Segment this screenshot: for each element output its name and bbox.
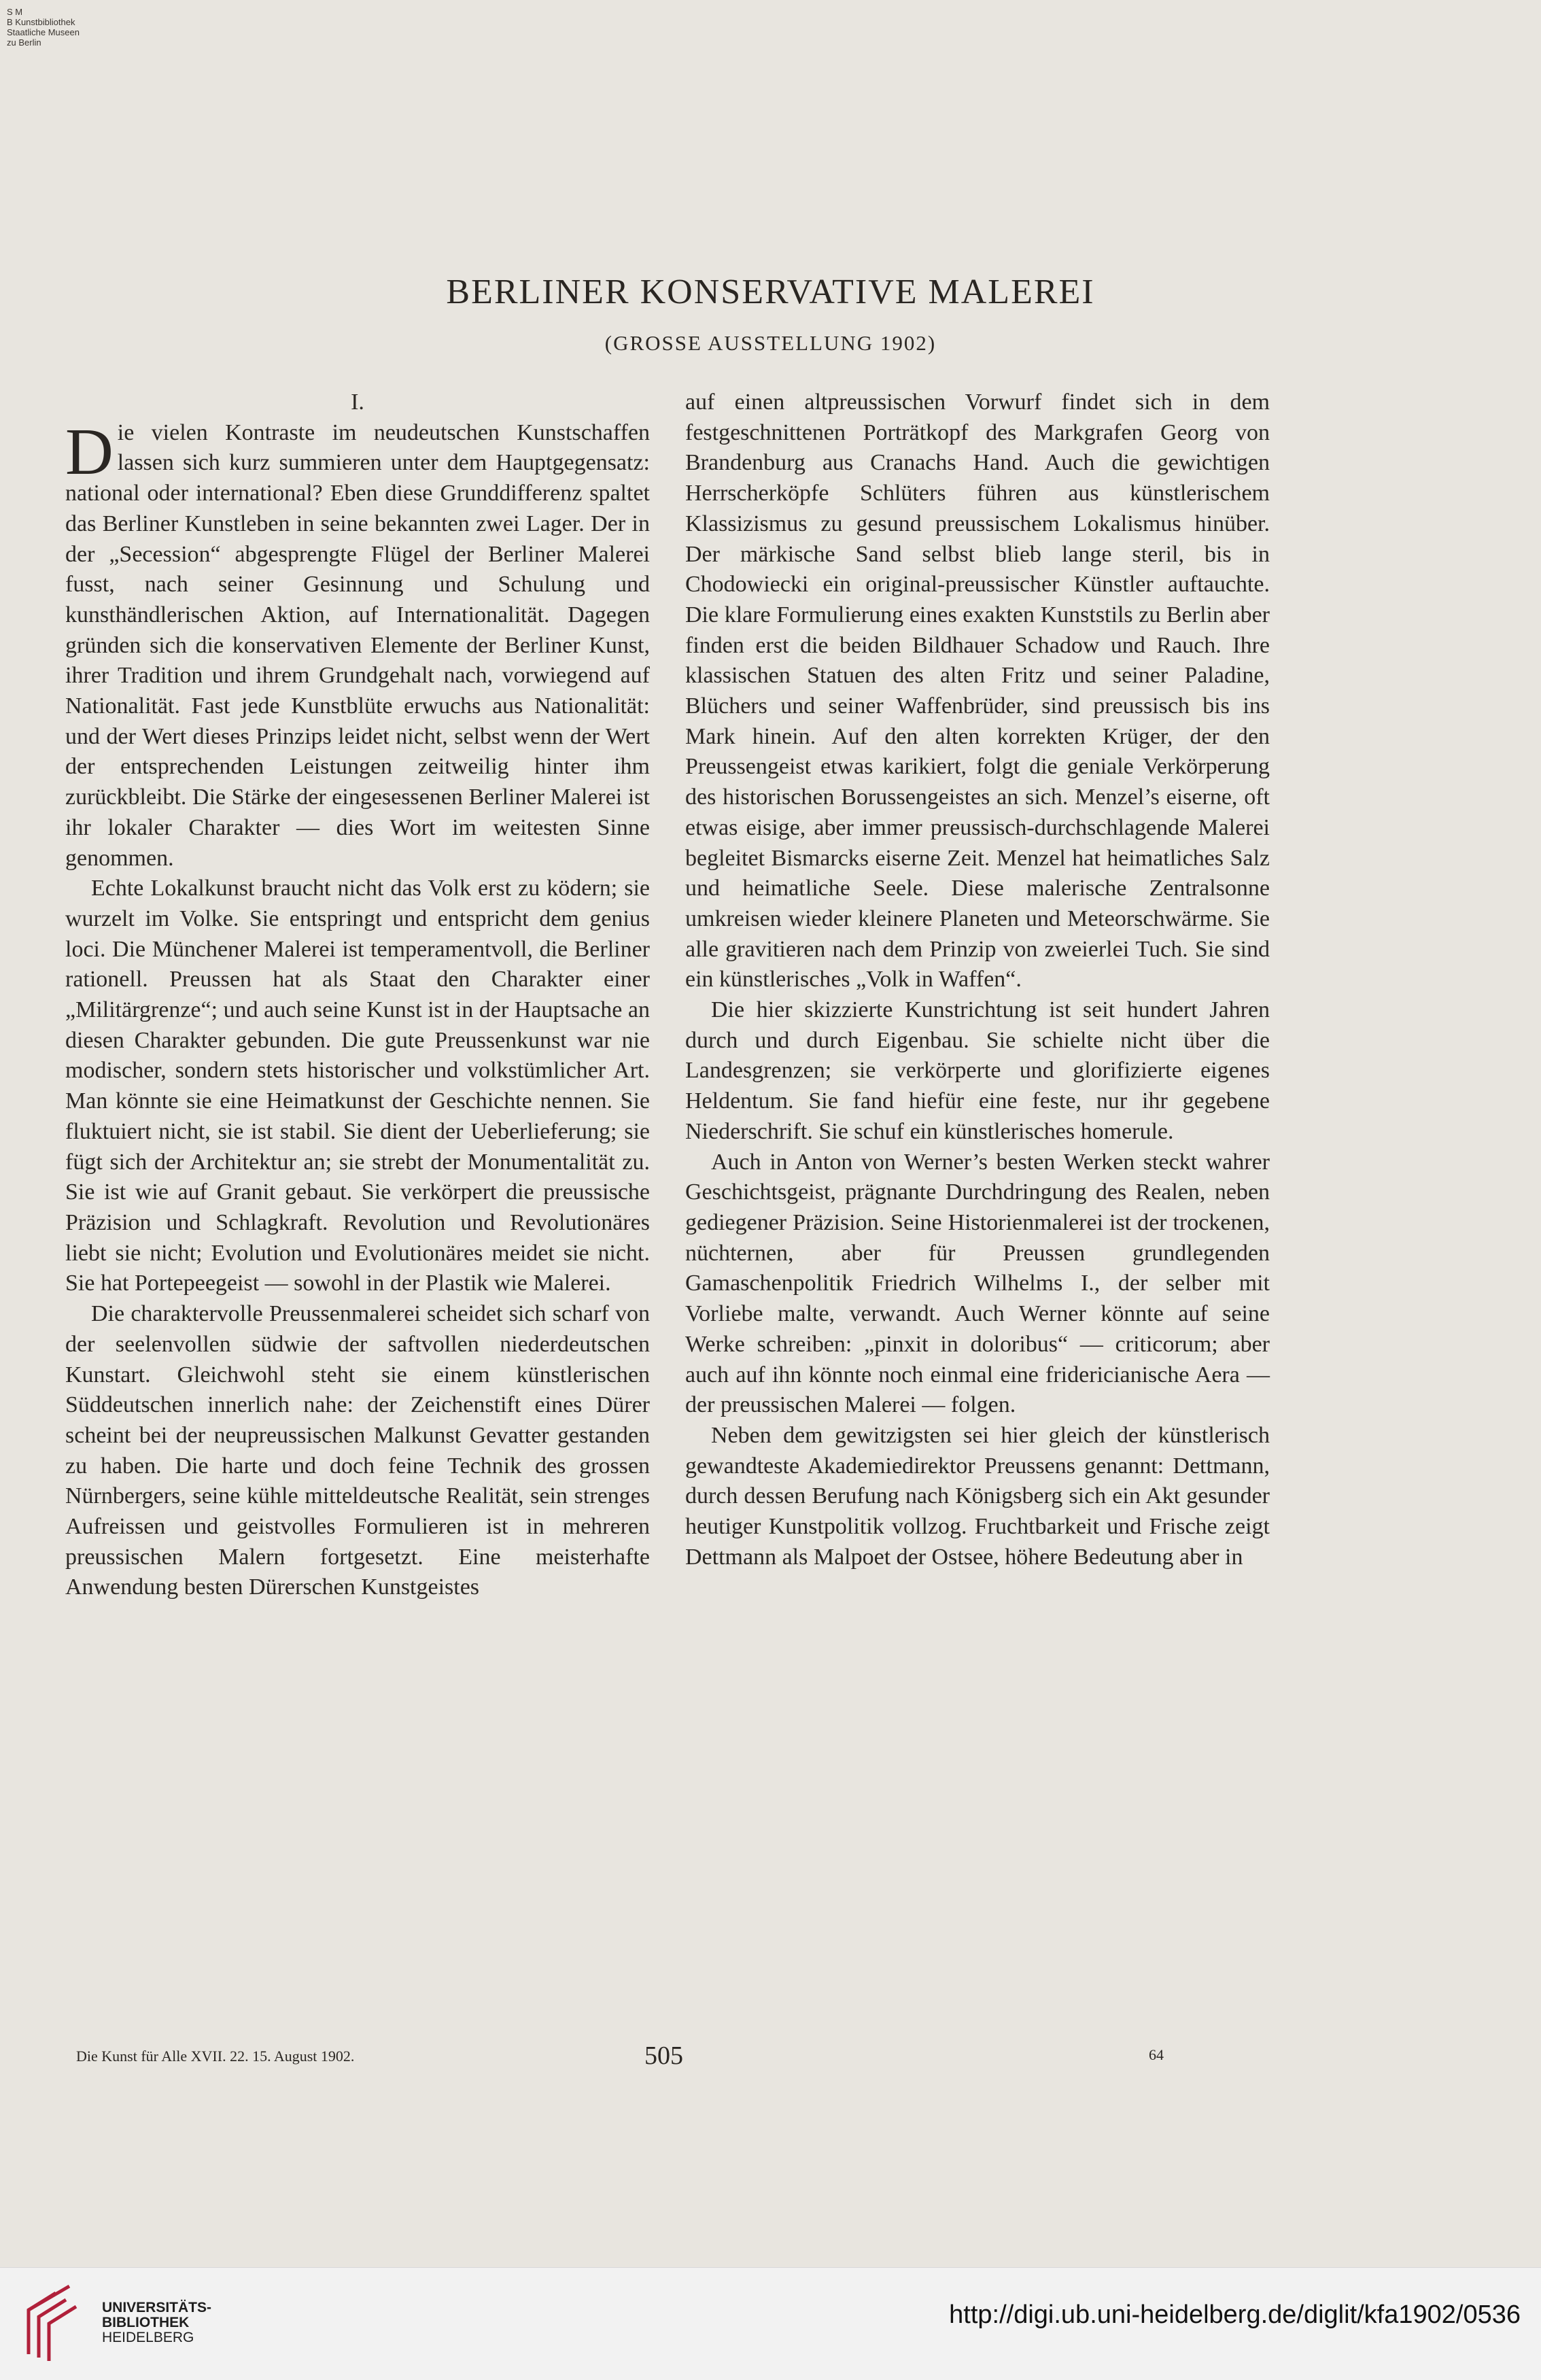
paragraph-text: ie vielen Kontraste im neudeutschen Kunstschaffen lassen sich kurz summieren unter dem Hauptgegensatz: national oder international? Eben diese Grunddifferenz spaltet das Berliner Kunstleben in seine bekannten zwei Lager. Der in der „Secession“ abgesprengte Flügel der Berliner Malerei fusst, nach seiner Gesinnung und Schulung und kunsthändlerischen Aktion, auf Internationalität. Dagegen gründen sich die konservativen Elemente der Berliner Kunst, ihrer Tradition und ihrem Grundgehalt nach, vorwiegend auf Nationalität. Fast jede Kunstblüte erwuchs aus Nationalität: und der Wert dieses Prinzips leidet nicht, selbst wenn der Wert der entsprechenden Leistungen zeitweilig hinter ihm zurückbleibt. Die Stärke der eingesessenen Berliner Malerei ist ihr lokaler Charakter — dies Wort im weitesten Sinne genommen. <box>65 419 650 871</box>
paragraph: Echte Lokalkunst braucht nicht das Volk erst zu ködern; sie wurzelt im Volke. Sie entspringt und entspricht dem genius loci. Die Münchener Malerei ist temperamentvoll, die Berliner rationell. Preussen hat als Staat den Charakter einer „Militärgrenze“; und auch seine Kunst ist in der Hauptsache an diesen Charakter gebunden. Die gute Preussenkunst war nie modischer, sondern stets historischer und volkstümlicher Art. Man könnte sie eine Heimatkunst der Geschichte nennen. Sie fluktuiert nicht, sie ist stabil. Sie dient der Ueberlieferung; sie fügt sich der Architektur an; sie strebt der Monumentalität zu. Sie ist wie auf Granit gebaut. Sie verkörpert die preussische Präzision und Schlagkraft. Revolution und Revolutionäres liebt sie nicht; Evolution und Evolutionäres meidet sie nicht. Sie hat Portepeegeist — sowohl in der Plastik wie Malerei. <box>65 876 650 1296</box>
paragraph: Die charaktervolle Preussenmalerei scheidet sich scharf von der seelenvollen südwie der saftvollen niederdeutschen Kunstart. Gleichwohl steht sie einem künstlerischen Süddeutschen innerlich nahe: der Zeichenstift eines Dürer scheint bei der neupreussischen Malkunst Gevatter gestanden zu haben. Die harte und doch feine Technik des grossen Nürnbergers, seine kühle mitteldeutsche Realität, sein strenges Aufreissen und geistvolles Formulieren ist in mehreren preussischen Malern fortgesetzt. Eine meisterhafte Anwendung besten Dürerschen Kunstgeistes <box>65 1301 650 1600</box>
library-stamp <box>7 7 80 48</box>
page-footer <box>0 2041 1541 2075</box>
stamp-line: B Kunstbibliothek <box>7 17 75 27</box>
paragraph: auf einen altpreussischen Vorwurf findet sich in dem festgeschnittenen Porträtkopf des Markgrafen Georg von Brandenburg aus Cranachs Hand. Auch die gewichtigen Herrscherköpfe Schlüters führen aus künstlerischem Klassizismus zu gesund preussischem Lokalismus hinüber. Der märkische Sand selbst blieb lange steril, bis in Chodowiecki ein original-preussischer Künstler auftauchte. Die klare Formulierung eines exakten Kunststils zu Berlin aber finden erst die beiden Bildhauer Schadow und Rauch. Ihre klassischen Statuen des alten Fritz und seiner Paladine, Blüchers und seiner Waffenbrüder, sind preussisch bis ins Mark hinein. Auf den alten korrekten Krüger, der den Preussengeist etwas karikiert, folgt die geniale Verkörperung des historischen Borussengeistes an sich. Menzel’s eiserne, oft etwas eisige, aber immer preussisch-durchschlagende Malerei begleitet Bismarcks eiserne Zeit. Menzel hat heimatliches Salz und heimatliche Seele. Diese malerische Zentralsonne umkreisen wieder kleinere Planeten und Meteorschwärme. Sie alle gravitieren nach dem Prinzip von zweierlei Tuch. Sie sind ein künstlerisches „Volk in Waffen“. <box>685 390 1270 993</box>
drop-cap: D <box>65 415 114 489</box>
stamp-line: zu Berlin <box>7 37 41 48</box>
page-number: 505 <box>644 2041 683 2070</box>
paragraph: Neben dem gewitzigsten sei hier gleich der künstlerisch gewandteste Akademiedirektor Preussens genannt: Dettmann, durch dessen Berufung nach Königsberg sich ein Akt gesunder heutiger Kunstpolitik vollzog. Fruchtbarkeit und Frische zeigt Dettmann als Malpoet der Ostsee, höhere Bedeutung aber in <box>685 1422 1270 1570</box>
library-name-line: BIBLIOTHEK <box>102 2315 190 2330</box>
library-name-line: UNIVERSITÄTS- <box>102 2300 212 2315</box>
article-subtitle: (GROSSE AUSSTELLUNG 1902) <box>604 331 937 355</box>
article-title: BERLINER KONSERVATIVE MALEREI <box>446 273 1095 311</box>
university-library-logo-icon <box>15 2283 90 2364</box>
paragraph: Auch in Anton von Werner’s besten Werken steckt wahrer Geschichtsgeist, prägnante Durchdringung des Realen, neben gediegener Präzision. Seine Historienmalerei ist der trockenen, nüchternen, aber für Preussen grundlegenden Gamaschenpolitik Friedrich Wilhelms I., der selber mit Vorliebe malte, verwandt. Auch Werner könnte auf seine Werke schreiben: „pinxit in doloribus“ — criticorum; aber auch auf ihn könnte noch einmal eine fridericianische Aera — der preussischen Malerei — folgen. <box>685 1149 1270 1418</box>
text-column-left <box>65 387 650 1603</box>
library-name-line: HEIDELBERG <box>102 2330 194 2345</box>
signature-mark: 64 <box>1149 2046 1164 2063</box>
permalink-url[interactable]: http://digi.ub.uni-heidelberg.de/diglit/kfa1902/0536 <box>949 2300 1521 2329</box>
stamp-line: S M <box>7 7 23 17</box>
paragraph: Die hier skizzierte Kunstrichtung ist seit hundert Jahren durch und durch Eigenbau. Sie schielte nicht über die Landesgrenzen; sie verkörperte und glorifizierte eigenes Heldentum. Sie fand hiefür eine feste, nur ihr gegebene Niederschrift. Sie schuf ein künstlerisches homerule. <box>685 997 1270 1144</box>
section-number: I. <box>351 390 364 415</box>
paragraph <box>65 415 650 874</box>
journal-citation: Die Kunst für Alle XVII. 22. 15. August 1902. <box>76 2048 355 2065</box>
text-column-right <box>685 387 1270 1572</box>
viewer-footer-bar <box>0 2267 1541 2380</box>
library-name <box>102 2300 211 2345</box>
stamp-line: Staatliche Museen <box>7 27 80 37</box>
